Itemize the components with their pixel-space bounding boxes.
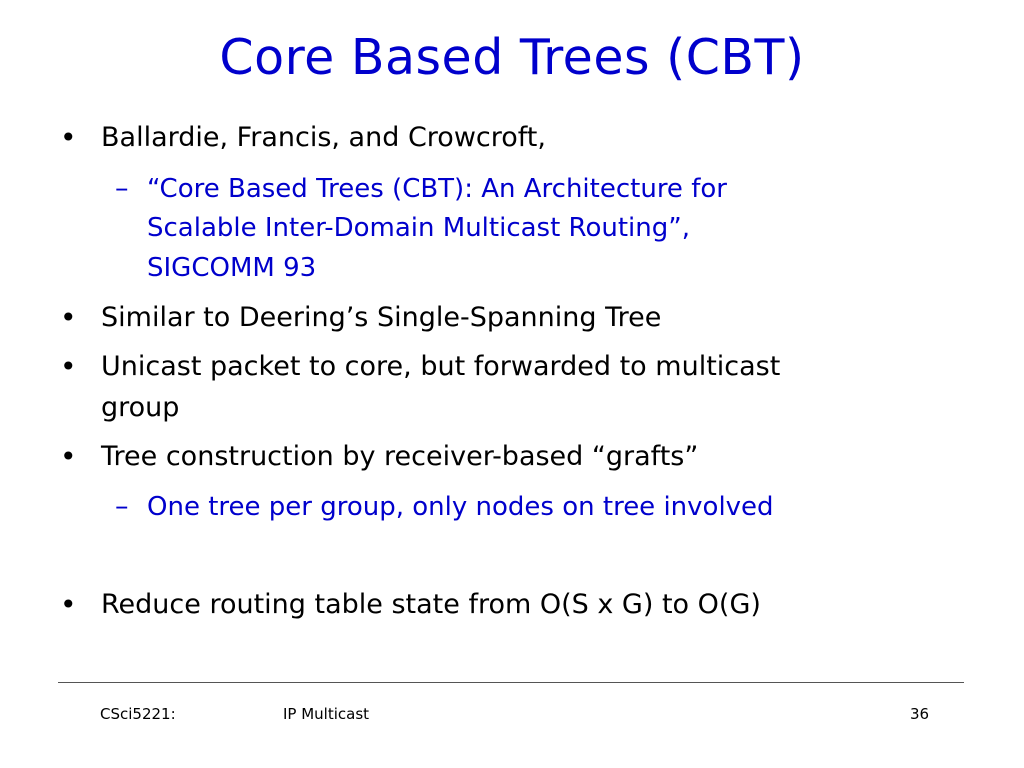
footer-divider (58, 682, 964, 683)
footer-course: CSci5221: (100, 705, 176, 723)
bullet-marker: • (60, 301, 77, 334)
sub-bullet-marker: – (115, 173, 129, 204)
reference-line-2: Scalable Inter-Domain Multicast Routing”, (147, 213, 690, 243)
bullet-3-line-2: group (101, 392, 180, 423)
bullet-3-line-1: Unicast packet to core, but forwarded to multicast (101, 351, 781, 382)
sub-bullet-marker: – (115, 491, 129, 522)
reference-line-3: SIGCOMM 93 (147, 253, 317, 283)
bullet-marker: • (60, 350, 77, 383)
bullet-marker: • (60, 588, 77, 621)
bullet-marker: • (60, 121, 77, 154)
bullet-4-sub-text: One tree per group, only nodes on tree involved (147, 492, 774, 522)
bullet-5-text: Reduce routing table state from O(S x G) to O(G) (101, 589, 761, 620)
reference-line-1: “Core Based Trees (CBT): An Architecture for (147, 174, 727, 204)
footer-topic: IP Multicast (283, 705, 370, 723)
bullet-1-text: Ballardie, Francis, and Crowcroft, (101, 122, 546, 153)
bullet-2-text: Similar to Deering’s Single-Spanning Tree (101, 302, 662, 333)
footer-page-number: 36 (910, 705, 930, 723)
slide-title: Core Based Trees (CBT) (219, 29, 805, 86)
bullet-marker: • (60, 440, 77, 473)
bullet-4-text: Tree construction by receiver-based “grafts” (101, 441, 699, 472)
